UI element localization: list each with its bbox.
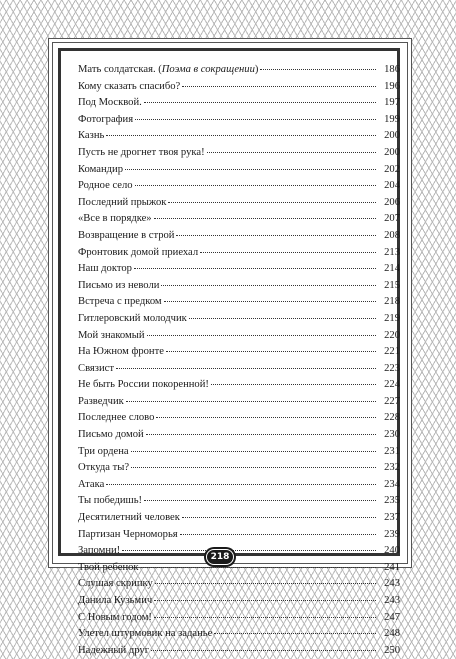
toc-entry-page: 204 (384, 180, 400, 192)
toc-entry (78, 294, 400, 311)
toc-entry (78, 444, 400, 461)
dot-leader (106, 483, 376, 485)
toc-entry (78, 278, 400, 295)
toc-entry-page: 199 (384, 113, 400, 125)
toc-entry-title (78, 593, 152, 610)
toc-entry-title (78, 610, 152, 627)
dot-leader (135, 118, 376, 120)
toc-entry-title-suffix: ) (254, 64, 259, 75)
toc-entry-title (78, 626, 212, 643)
toc-entry-page: 232 (384, 462, 400, 474)
toc-entry (78, 477, 400, 494)
toc-entry-title-text: Командир (78, 163, 123, 175)
toc-entry-subtitle: Поэма в сокращении (161, 64, 255, 75)
toc-entry-title-text: Под Москвой. (78, 97, 142, 109)
toc-entry (78, 112, 400, 129)
toc-entry-title (78, 95, 142, 112)
toc-entry-page: 234 (384, 478, 400, 490)
toc-entry-title (78, 228, 174, 245)
toc-entry (78, 493, 400, 510)
toc-entry-title-text: Кому сказать спасибо? (78, 80, 181, 92)
toc-entry-title-text: Надежный друг (78, 644, 150, 656)
toc-entry-page: 250 (384, 644, 400, 656)
toc-entry-page: 230 (384, 429, 400, 441)
toc-entry-page: 214 (384, 263, 400, 275)
toc-entry-page: 213 (384, 246, 400, 258)
toc-entry-title (78, 427, 144, 444)
toc-entry (78, 228, 400, 245)
toc-entry (78, 162, 400, 179)
toc-entry-page: 221 (384, 346, 400, 358)
toc-entry-title (78, 643, 149, 659)
toc-entry (78, 311, 400, 328)
toc-entry-title-text: Не быть России покоренной! (78, 379, 209, 391)
toc-entry-title-text: Казнь (78, 130, 105, 142)
toc-entry-title-text: Мой знакомый (78, 329, 145, 341)
toc-entry-title (78, 361, 114, 378)
toc-entry-page: 247 (384, 611, 400, 623)
toc-entry-title-text: Данила Кузьмич (78, 595, 153, 606)
toc-entry-title-text: Последний прыжок (78, 196, 167, 208)
dot-leader (144, 101, 376, 103)
table-of-contents (78, 62, 400, 659)
toc-entry (78, 543, 400, 560)
toc-entry-page: 218 (384, 296, 400, 308)
dot-leader (144, 499, 376, 501)
toc-entry (78, 394, 400, 411)
toc-entry-title (78, 278, 159, 295)
toc-entry-page: 197 (384, 97, 400, 109)
toc-entry-title (78, 62, 258, 79)
dot-leader (126, 400, 376, 402)
toc-entry-page: 240 (384, 545, 400, 557)
toc-entry (78, 377, 400, 394)
dot-leader (176, 234, 376, 236)
toc-entry-title-text: Фронтовик домой приехал (78, 246, 199, 258)
toc-entry (78, 145, 400, 162)
dot-leader (146, 433, 376, 435)
toc-entry-title (78, 211, 152, 228)
toc-entry-title (78, 79, 180, 96)
toc-entry-title (78, 543, 120, 560)
toc-entry-page: 237 (384, 512, 400, 524)
dot-leader (116, 367, 376, 369)
toc-entry (78, 576, 400, 593)
toc-entry-title-text: Встреча с предком (78, 296, 162, 308)
toc-entry-page: 227 (384, 395, 400, 407)
toc-entry-title (78, 328, 145, 345)
toc-entry (78, 527, 400, 544)
toc-entry-title (78, 444, 129, 461)
toc-entry (78, 95, 400, 112)
toc-entry-title-text: Откуда ты? (78, 462, 130, 474)
dot-leader (155, 582, 376, 584)
toc-entry-title (78, 410, 154, 427)
toc-entry-page: 231 (384, 445, 400, 457)
dot-leader (260, 68, 376, 70)
toc-entry-title-text: Фотография (78, 113, 134, 125)
toc-entry-page: 202 (384, 163, 400, 175)
toc-entry-title-text: Гитлеровский молодчик (78, 312, 187, 324)
dot-leader (182, 85, 376, 87)
toc-entry (78, 593, 400, 610)
toc-entry-title-text: «Все в порядке» (78, 213, 152, 225)
toc-entry-page: 196 (384, 80, 400, 92)
page-number-badge (204, 547, 236, 567)
toc-entry-page: 200 (384, 146, 400, 158)
toc-entry-title-text: С Новым годом! (78, 611, 152, 623)
toc-entry-page: 186 (384, 64, 400, 75)
toc-entry (78, 261, 400, 278)
dot-leader (131, 466, 376, 468)
toc-entry (78, 211, 400, 228)
dot-leader (211, 383, 376, 385)
toc-entry-title-text: Твой ребенок (78, 561, 139, 573)
dot-leader (134, 267, 376, 269)
toc-entry-page: 228 (384, 412, 400, 424)
dot-leader (106, 134, 376, 136)
toc-entry-page: 235 (384, 495, 400, 507)
toc-entry-title (78, 493, 142, 510)
toc-entry-title (78, 460, 129, 477)
toc-entry-title (78, 527, 178, 544)
toc-entry-title-text: Пусть не дрогнет твоя рука! (78, 146, 205, 158)
toc-entry (78, 128, 400, 145)
toc-entry-title (78, 394, 124, 411)
toc-entry-page: 220 (384, 329, 400, 341)
toc-entry-title-text: Последнее слово (78, 412, 155, 424)
toc-entry-title (78, 145, 205, 162)
toc-entry (78, 460, 400, 477)
toc-entry-page: 208 (384, 229, 400, 241)
toc-entry (78, 626, 400, 643)
dot-leader (164, 300, 376, 302)
toc-entry-title-text: Партизан Черноморья (78, 528, 178, 540)
toc-entry-title (78, 245, 198, 262)
toc-entry-title (78, 294, 162, 311)
toc-entry-title-text: Мать солдатская. ( (78, 64, 162, 75)
toc-entry-title (78, 195, 166, 212)
toc-entry (78, 361, 400, 378)
toc-entry-title-text: Наш доктор (78, 263, 132, 275)
toc-entry-title-text: Улетел штурмовик на заданье (78, 628, 213, 640)
dot-leader (131, 450, 376, 452)
dot-leader (168, 201, 376, 203)
toc-entry-page: 243 (384, 595, 400, 606)
toc-entry-page: 248 (384, 628, 400, 640)
dot-leader (182, 516, 376, 518)
dot-leader (161, 284, 376, 286)
toc-entry-title (78, 178, 133, 195)
toc-entry-title (78, 162, 123, 179)
toc-entry-title-text: Десятилетний человек (78, 512, 180, 524)
toc-entry-title-text: Атака (78, 478, 105, 490)
toc-entry-page: 239 (384, 528, 400, 540)
toc-entry (78, 195, 400, 212)
toc-entry (78, 610, 400, 627)
toc-entry (78, 344, 400, 361)
toc-entry-title (78, 112, 133, 129)
page-number: 218 (206, 549, 234, 565)
dot-leader (180, 533, 376, 535)
toc-entry-title (78, 311, 187, 328)
toc-entry-title (78, 344, 164, 361)
toc-entry-title-text: Родное село (78, 180, 133, 192)
toc-entry (78, 328, 400, 345)
toc-entry (78, 643, 400, 659)
toc-entry-title (78, 510, 180, 527)
toc-entry-title-text: Три ордена (78, 445, 129, 457)
toc-entry-title-text: Разведчик (78, 395, 124, 407)
dot-leader (122, 549, 376, 551)
toc-entry-title-text: На Южном фронте (78, 346, 164, 358)
toc-entry-page: 207 (384, 213, 400, 225)
toc-entry-title (78, 377, 209, 394)
toc-entry-page: 206 (384, 196, 400, 208)
dot-leader (154, 217, 376, 219)
toc-entry-title-text: Слушая скрипку (78, 578, 153, 590)
toc-entry-title (78, 128, 104, 145)
dot-leader (154, 616, 376, 618)
dot-leader (147, 334, 376, 336)
dot-leader (214, 632, 376, 634)
dot-leader (154, 599, 376, 601)
toc-entry (78, 510, 400, 527)
toc-entry-title-text: Связист (78, 362, 114, 374)
toc-entry-title (78, 477, 104, 494)
dot-leader (166, 350, 376, 352)
toc-entry-title-text: Ты победишь! (78, 495, 143, 507)
toc-entry-page: 243 (384, 578, 400, 590)
dot-leader (135, 184, 376, 186)
toc-entry-title-text: Возвращение в строй (78, 229, 175, 241)
toc-entry-page: 223 (384, 362, 400, 374)
toc-entry-title (78, 576, 153, 593)
dot-leader (207, 151, 376, 153)
toc-entry-page: 219 (384, 312, 400, 324)
toc-entry-page: 215 (384, 279, 400, 291)
toc-entry (78, 245, 400, 262)
toc-entry-title-text: Запомни! (78, 545, 121, 557)
toc-entry (78, 62, 400, 79)
dot-leader (200, 251, 376, 253)
toc-entry-page: 200 (384, 130, 400, 142)
dot-leader (125, 168, 376, 170)
toc-entry (78, 79, 400, 96)
toc-entry-title-text: Письмо домой (78, 429, 144, 441)
dot-leader (156, 416, 376, 418)
toc-entry-title (78, 261, 132, 278)
toc-entry (78, 410, 400, 427)
toc-entry-page: 224 (384, 379, 400, 391)
toc-entry-page: 241 (384, 561, 400, 573)
toc-entry-title (78, 560, 139, 577)
dot-leader (141, 566, 376, 568)
dot-leader (189, 317, 376, 319)
toc-entry (78, 560, 400, 577)
toc-entry (78, 427, 400, 444)
dot-leader (151, 649, 376, 651)
toc-entry (78, 178, 400, 195)
toc-entry-title-text: Письмо из неволи (78, 279, 160, 291)
